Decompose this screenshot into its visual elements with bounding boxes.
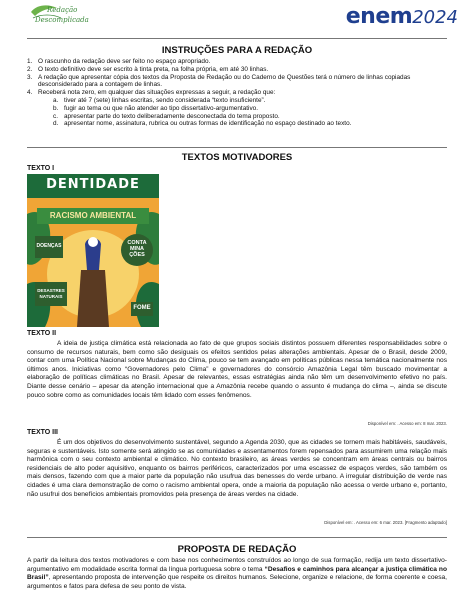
poster-sign-fome: FOME <box>133 305 151 311</box>
poster-banner: RACISMO AMBIENTAL <box>49 211 137 220</box>
enem-year: 2024 <box>412 7 458 28</box>
enem-logo <box>346 4 458 30</box>
divider <box>27 537 447 538</box>
texto3-citation: Disponível em: . Acesso em: 6 mar. 2023. [Fragmento adaptado] <box>324 520 447 525</box>
instruction-subitem: a. tiver até 7 (sete) linhas escritas, sendo considerada “texto insuficiente”. <box>53 96 266 104</box>
poster-sign-doencas: DOENÇAS <box>36 243 62 249</box>
instruction-item: 2. O texto definitivo deve ser escrito à tinta preta, na folha própria, em até 30 linhas. <box>27 65 269 73</box>
instruction-item: 1. O rascunho da redação deve ser feito no espaço apropriado. <box>27 58 211 65</box>
divider <box>27 147 447 148</box>
instruction-item: 4. Receberá nota zero, em qualquer das situações expressas a seguir, a redação que: <box>27 89 276 97</box>
texto3-label: TEXTO III <box>27 429 58 436</box>
texto2-body: A ideia de justiça climática está relacionada ao fato de que grupos sociais distintos possuem diferentes responsabilidades sobre o consumo de recursos naturais, bem como são desiguais os efeitos sentidos pelas alterações ambientais. Apesar de o Brasil, desde 2009, contar com uma Política Nacional sobre Mudanças do Clima, pouco se tem avançado em políticas públicas nessa temática nacionalmente nos últimos anos. Iniciativas como “Governadores pelo Clima” e governadores do consórcio Amazônia Legal têm buscado movimentar a elaboração de políticas climáticas no Brasil. Apesar de relevantes, essas estratégias ainda não têm um desenvolvimento efetivo no país. Diante desse cenário – apesar da atenção internacional que a Amazônia recebe quando o assunto é mudança do clima –, ainda se discute pouco sobre como as comunidades locais têm lidado com esses fenômenos. <box>27 340 447 399</box>
poster-sign-desastres: DESASTRES NATURAIS <box>37 288 65 299</box>
proposta-title: PROPOSTA DE REDAÇÃO <box>177 544 297 555</box>
texto1-label: TEXTO I <box>27 165 55 172</box>
texto2-citation: Disponível em: . Acesso em: 8 mar. 2023. <box>367 421 447 426</box>
instructions-title: INSTRUÇÕES PARA A REDAÇÃO <box>161 45 313 56</box>
texto2-label: TEXTO II <box>27 330 57 337</box>
logo-line1: Redação <box>47 6 78 14</box>
texto3-body: É um dos objetivos do desenvolvimento sustentável, segundo a Agenda 2030, que as cidades se tornem mais habitáveis, saudáveis, seguras e sustentáveis. Isto somente será atingido se as comunidades e assentamentos forem repensados para assumirem uma relação mais harmônica com o seu contexto ambiental e climático. No contexto brasileiro, as áreas verdes se concentram em áreas centrais ou bairros residenciais de alto poder aquisitivo, enquanto os bairros periféricos, caracterizados por uma escassez de espaços verdes, são também os mais densos, fazendo com que a maior parte da população não usufrua das benesses do verde urbano. A irregular distribuição de verde nas cidades é uma clara demonstração de como o racismo ambiental opera, onde a maioria da população não acessa o verde urbano e, portanto, não usufrui dos benefícios ambientais promovidos pela presença de áreas verdes na cidade. <box>27 439 447 498</box>
logo-line2: Descomplicada <box>35 16 89 24</box>
motivadores-title: TEXTOS MOTIVADORES <box>181 152 293 163</box>
header <box>0 0 474 38</box>
instruction-subitem: d. apresentar nome, assinatura, rubrica ou outras formas de identificação no espaço destinado ao texto. <box>53 120 352 128</box>
enem-brand: enem <box>345 4 413 29</box>
divider <box>27 38 447 39</box>
redacao-descomplicada-logo <box>27 2 87 32</box>
instruction-subitem: c. apresentar parte do texto deliberadamente desconectada do tema proposto. <box>53 112 280 120</box>
poster-sign-contaminacoes: CONTA MINA ÇÕES <box>127 240 147 258</box>
poster-headline: DENTIDADE <box>46 177 140 192</box>
instruction-item: 3. A redação que apresentar cópia dos textos da Proposta de Redação ou do Caderno de Questões terá o número de linhas copiadas desconsiderado para a contagem de linhas. <box>27 73 411 89</box>
proposta-body: A partir da leitura dos textos motivadores e com base nos conhecimentos construídos ao longo de sua formação, redija um texto dissertativo-argumentativo em modalidade escrita formal da língua portuguesa sobre o tema “Desafios e caminhos para alcançar a justiça climática no Brasil”, apresentando proposta de intervenção que respeite os direitos humanos. Selecione, organize e relacione, de forma coerente e coesa, argumentos e fatos para defesa de seu ponto de vista. <box>27 557 447 590</box>
proposta-theme: “Desafios e caminhos para alcançar a justiça climática no Brasil” <box>27 565 447 582</box>
instructions-list <box>27 58 447 128</box>
poster-image <box>27 174 159 327</box>
instruction-subitem: b. fugir ao tema ou que não atender ao tipo dissertativo-argumentativo. <box>53 104 258 112</box>
